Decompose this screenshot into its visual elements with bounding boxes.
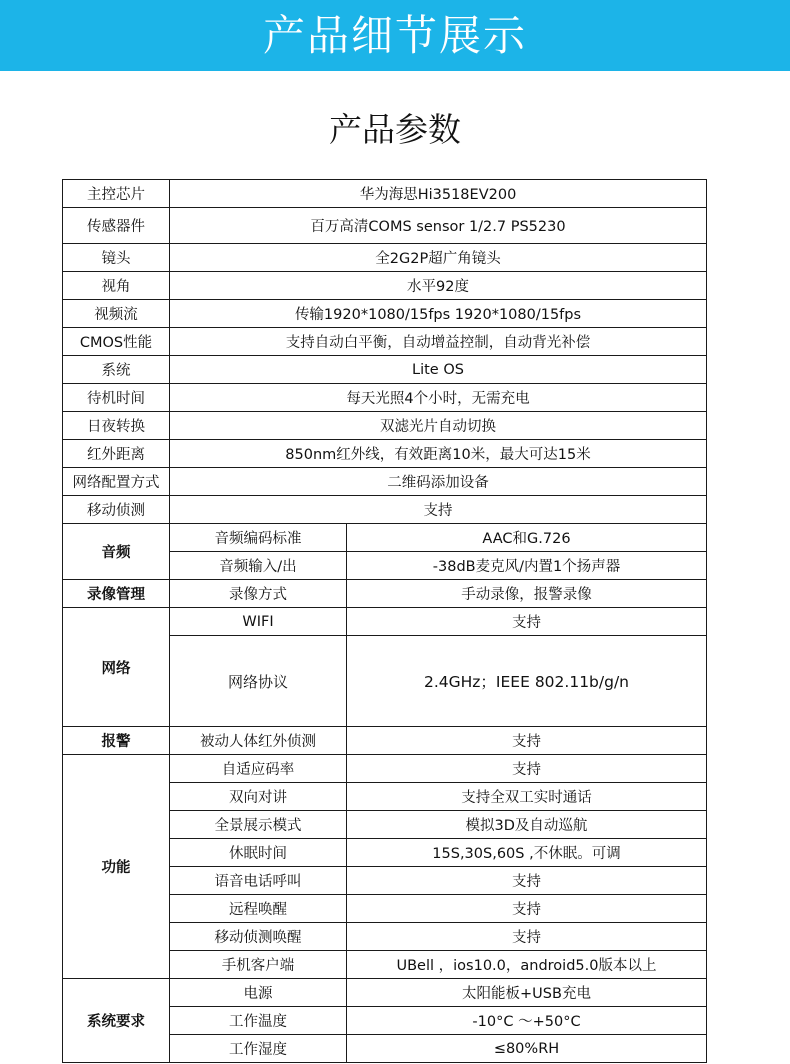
row-label: 工作湿度 [170,1035,347,1063]
row-label: WIFI [170,608,347,636]
row-label: 红外距离 [63,440,170,468]
table-row [63,356,707,384]
row-label: 主控芯片 [63,180,170,208]
row-value: 模拟3D及自动巡航 [347,811,707,839]
row-value: 手动录像，报警录像 [347,580,707,608]
table-row [63,608,707,636]
table-row [63,412,707,440]
spec-table [62,179,707,1063]
row-label: 待机时间 [63,384,170,412]
group-label-recording: 录像管理 [63,580,170,608]
row-label: CMOS性能 [63,328,170,356]
row-label: 语音电话呼叫 [170,867,347,895]
table-row [63,300,707,328]
row-label: 传感器件 [63,208,170,244]
row-label: 手机客户端 [170,951,347,979]
row-label: 镜头 [63,244,170,272]
row-label: 系统 [63,356,170,384]
table-row [63,580,707,608]
row-value: 支持自动白平衡，自动增益控制，自动背光补偿 [170,328,707,356]
row-value: 850nm红外线，有效距离10米，最大可达15米 [170,440,707,468]
row-value: 15S,30S,60S ,不休眠。可调 [347,839,707,867]
table-row [63,208,707,244]
row-value: UBell ，ios10.0，android5.0版本以上 [347,951,707,979]
table-row [63,727,707,755]
header-banner: 产品细节展示 [0,0,790,71]
section-title: 产品参数 [329,110,461,149]
group-label-audio: 音频 [63,524,170,580]
row-value: -10°C ～+50°C [347,1007,707,1035]
row-value: 支持全双工实时通话 [347,783,707,811]
row-label: 移动侦测 [63,496,170,524]
row-label: 视频流 [63,300,170,328]
row-label: 自适应码率 [170,755,347,783]
row-value: 支持 [347,608,707,636]
row-value: 传输1920*1080/15fps 1920*1080/15fps [170,300,707,328]
row-value: 二维码添加设备 [170,468,707,496]
row-label: 录像方式 [170,580,347,608]
row-value: 百万高清COMS sensor 1/2.7 PS5230 [170,208,707,244]
table-row [63,272,707,300]
row-value: 双滤光片自动切换 [170,412,707,440]
table-row [63,979,707,1007]
row-value: 支持 [347,755,707,783]
table-row [63,440,707,468]
row-value: AAC和G.726 [347,524,707,552]
row-value: 2.4GHz；IEEE 802.11b/g/n [347,636,707,727]
table-row [63,496,707,524]
group-label-alarm: 报警 [63,727,170,755]
row-label: 网络协议 [170,636,347,727]
row-label: 工作温度 [170,1007,347,1035]
row-label: 休眠时间 [170,839,347,867]
group-label-system-requirements: 系统要求 [63,979,170,1063]
row-value: 每天光照4个小时，无需充电 [170,384,707,412]
row-label: 音频编码标准 [170,524,347,552]
table-row [63,180,707,208]
row-value: 支持 [347,895,707,923]
group-label-network: 网络 [63,608,170,727]
row-label: 网络配置方式 [63,468,170,496]
table-row [63,524,707,552]
row-value: 支持 [170,496,707,524]
table-row [63,244,707,272]
row-label: 全景展示模式 [170,811,347,839]
group-label-features: 功能 [63,755,170,979]
table-row [63,468,707,496]
table-row [63,384,707,412]
row-value: Lite OS [170,356,707,384]
row-value: 支持 [347,923,707,951]
row-value: 华为海思Hi3518EV200 [170,180,707,208]
row-value: ≤80%RH [347,1035,707,1063]
table-row [63,328,707,356]
row-value: -38dB麦克风/内置1个扬声器 [347,552,707,580]
row-label: 日夜转换 [63,412,170,440]
row-label: 视角 [63,272,170,300]
row-value: 水平92度 [170,272,707,300]
row-value: 支持 [347,727,707,755]
row-label: 双向对讲 [170,783,347,811]
row-value: 全2G2P超广角镜头 [170,244,707,272]
row-label: 远程唤醒 [170,895,347,923]
row-label: 电源 [170,979,347,1007]
row-label: 音频输入/出 [170,552,347,580]
row-value: 支持 [347,867,707,895]
row-value: 太阳能板+USB充电 [347,979,707,1007]
row-label: 移动侦测唤醒 [170,923,347,951]
row-label: 被动人体红外侦测 [170,727,347,755]
table-row [63,755,707,783]
